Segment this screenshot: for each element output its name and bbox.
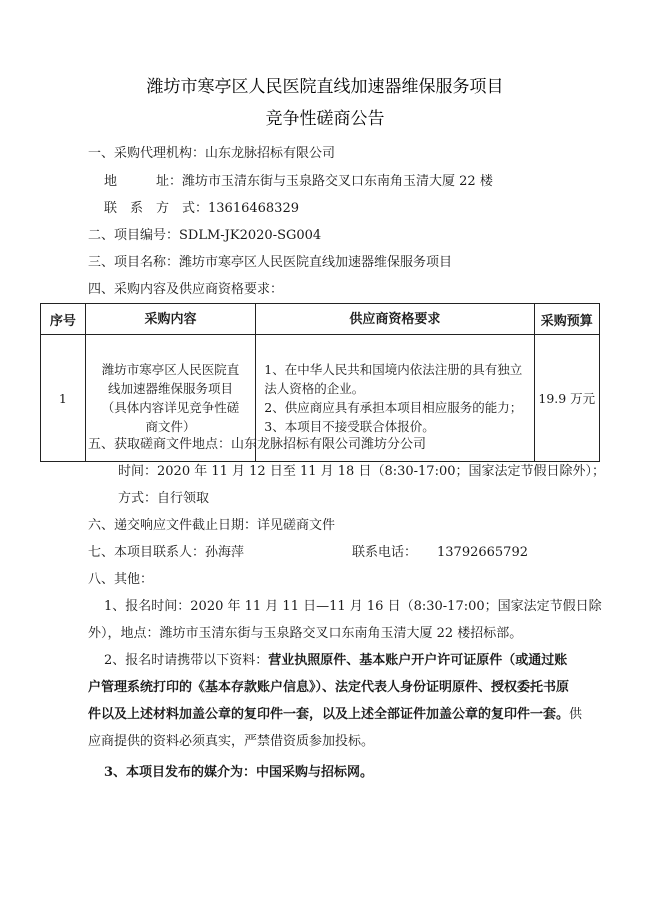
section-5-value: 山东龙脉招标有限公司潍坊分公司 [231, 437, 427, 452]
section-3-project-name [88, 255, 452, 271]
phone-label: 联系电话： [352, 545, 418, 560]
section-7-contact [88, 545, 244, 561]
section-3-label: 三、项目名称： [88, 255, 180, 270]
section-8-item-1-line-1: 1、报名时间：2020 年 11 月 11 日—11 月 16 日（8:30-17:00；国家法定节假日除 [104, 599, 602, 614]
section-8-heading: 八、其他： [88, 572, 154, 587]
address-value: 潍坊市玉清东街与玉泉路交叉口东南角玉清大厦 22 楼 [182, 174, 493, 189]
item-2-bold-1: 营业执照原件、基本账户开户许可证原件（或通过账 [268, 653, 568, 668]
section-1-contact [104, 201, 299, 217]
section-7-label: 七、本项目联系人： [88, 545, 206, 560]
title-line-1: 潍坊市寒亭区人民医院直线加速器维保服务项目 [146, 77, 504, 97]
section-7-phone [352, 545, 528, 561]
section-1-address [104, 174, 493, 190]
requirement-line: 法人资格的企业。 [264, 381, 365, 396]
section-5-location [88, 437, 426, 453]
section-8-item-2-line-3 [88, 707, 582, 723]
section-1-agency [88, 146, 335, 162]
requirement-line: 1、在中华人民共和国境内依法注册的具有独立 [264, 362, 523, 377]
header-budget: 采购预算 [534, 304, 599, 335]
section-5-label: 五、获取磋商文件地点： [88, 437, 232, 452]
section-5-time: 时间：2020 年 11 月 12 日至 11 月 18 日（8:30-17:00；国家法定节假日除外）； [118, 464, 605, 479]
table-header-row [41, 304, 600, 335]
contact-label: 联 系 方 式： [104, 201, 209, 216]
item-2-bold-3: 件以及上述材料加盖公章的复印件一套，以及上述全部证件加盖公章的复印件一套。 [88, 707, 570, 722]
section-2-value: SDLM-JK2020-SG004 [179, 228, 322, 243]
content-line: 线加速器维保服务项目 [107, 381, 233, 396]
section-5-method: 方式：自行领取 [118, 491, 210, 506]
section-3-value: 潍坊市寒亭区人民医院直线加速器维保服务项目 [179, 255, 453, 270]
section-8-item-3: 3、本项目发布的媒介为：中国采购与招标网。 [104, 765, 374, 780]
item-2-tail: 供 [569, 707, 583, 722]
content-line: （具体内容详见竞争性磋 [101, 400, 240, 415]
requirement-line: 2、供应商应具有承担本项目相应服务的能力； [264, 400, 523, 415]
content-line: 商文件） [145, 419, 196, 434]
cell-budget: 19.9 万元 [534, 335, 599, 462]
section-8-item-2-line-1 [104, 653, 567, 669]
cell-no: 1 [41, 335, 86, 462]
section-8-item-1-line-2: 外），地点：潍坊市玉清东街与玉泉路交叉口东南角玉清大厦 22 楼招标部。 [88, 626, 523, 641]
section-1-value: 山东龙脉招标有限公司 [205, 146, 336, 161]
section-6-label: 六、递交响应文件截止日期： [88, 518, 258, 533]
header-no: 序号 [41, 304, 86, 335]
title-line-2: 竞争性磋商公告 [265, 109, 385, 129]
phone-value: 13792665792 [437, 545, 528, 560]
section-7-name: 孙海萍 [205, 545, 245, 560]
header-requirements: 供应商资格要求 [256, 304, 534, 335]
section-2-project-number [88, 228, 321, 244]
address-label: 地 址： [104, 174, 183, 189]
header-content: 采购内容 [85, 304, 256, 335]
item-2-prefix: 2、报名时请携带以下资料： [104, 653, 269, 668]
contact-value: 13616468329 [208, 201, 299, 216]
section-6-deadline [88, 518, 335, 534]
section-8-item-2-line-4: 应商提供的资料必须真实，严禁借资质参加投标。 [88, 734, 375, 749]
requirement-line: 3、本项目不接受联合体报价。 [264, 419, 435, 434]
section-8-item-2-line-2: 户管理系统打印的《基本存款账户信息》）、法定代表人身份证明原件、授权委托书原 [88, 680, 570, 695]
content-line: 潍坊市寒亭区人民医院直 [101, 362, 240, 377]
section-1-label: 一、采购代理机构： [88, 146, 206, 161]
section-2-label: 二、项目编号： [88, 228, 180, 243]
section-4-heading: 四、采购内容及供应商资格要求： [88, 282, 284, 297]
section-6-value: 详见磋商文件 [257, 518, 336, 533]
